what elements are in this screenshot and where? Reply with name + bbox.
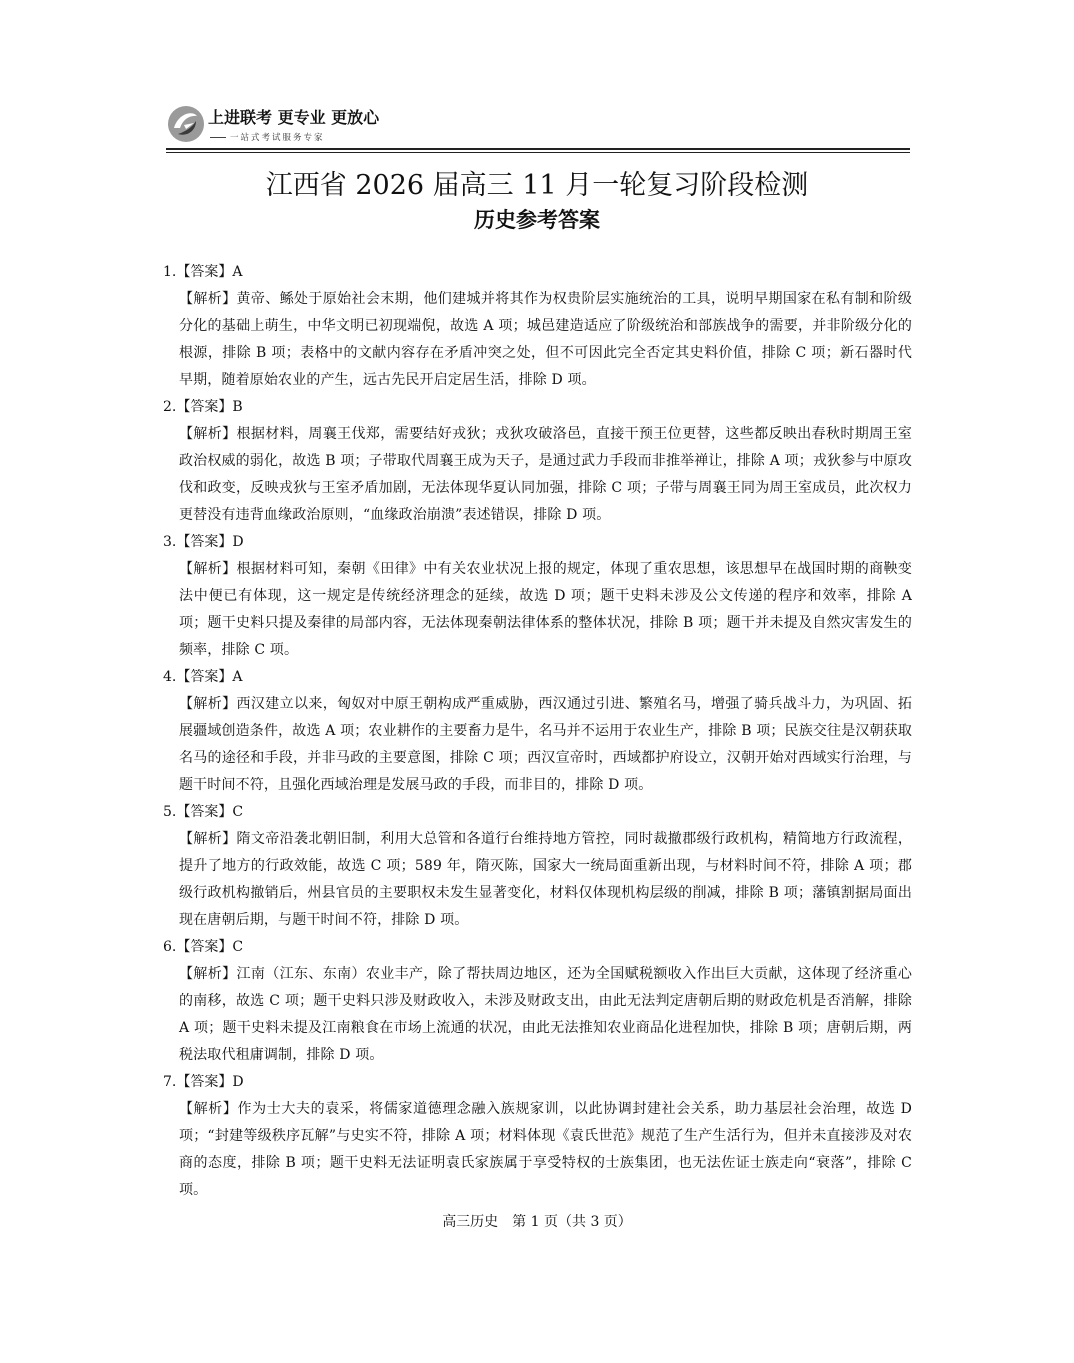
question-item — [162, 934, 912, 1069]
page-title: 江西省 2026 届高三 11 月一轮复习阶段检测 — [265, 170, 809, 201]
tagline-dash — [210, 137, 226, 138]
brand-tagline: 一站式考试服务专家 — [230, 133, 325, 143]
question-item — [162, 394, 912, 529]
page-subtitle: 历史参考答案 — [474, 208, 600, 232]
question-item — [162, 1069, 912, 1204]
header-rule-thick — [166, 148, 910, 150]
answer-line: 2.【答案】B — [163, 399, 243, 415]
answer-line: 1.【答案】A — [163, 264, 243, 280]
explanation-text: 【解析】作为士大夫的袁采，将儒家道德理念融入族规家训，以此协调封建社会关系，助力基层社会治理，故选 D 项；“封建等级秩序瓦解”与史实不符，排除 A 项；材料体现《袁氏世范》规范了生产生活行为，但并未直接涉及对农商的态度，排除 B 项；题干史料无法证明袁氏家族属于享受特权的士族集团，也无法佐证士族走向“衰落”，排除 C 项。 — [179, 1101, 912, 1198]
brand-logo-icon — [166, 104, 206, 144]
explanation-text: 【解析】江南（江东、东南）农业丰产，除了帮扶周边地区，还为全国赋税额收入作出巨大贡献，这体现了经济重心的南移，故选 C 项；题干史料只涉及财政收入，未涉及财政支出，由此无法判定唐朝后期的财政危机是否消解，排除 A 项；题干史料未提及江南粮食在市场上流通的状况，由此无法推知农业商品化进程加快，排除 B 项；唐朝后期，两税法取代租庸调制，排除 D 项。 — [179, 966, 912, 1063]
question-item — [162, 799, 912, 934]
answer-list — [162, 259, 912, 1204]
question-item — [162, 529, 912, 664]
explanation-text: 【解析】隋文帝沿袭北朝旧制，利用大总管和各道行台维持地方管控，同时裁撤郡级行政机构，精简地方行政流程，提升了地方的行政效能，故选 C 项；589 年，隋灭陈，国家大一统局面重新出现，与材料时间不符，排除 A 项；郡级行政机构撤销后，州县官员的主要职权未发生显著变化，材料仅体现机构层级的削减，排除 B 项；藩镇割据局面出现在唐朝后期，与题干时间不符，排除 D 项。 — [179, 831, 912, 928]
explanation-text: 【解析】根据材料可知，秦朝《田律》中有关农业状况上报的规定，体现了重农思想，该思想早在战国时期的商鞅变法中便已有体现，这一规定是传统经济理念的延续，故选 D 项；题干史料未涉及公文传递的程序和效率，排除 A 项；题干史料只提及秦律的局部内容，无法体现秦朝法律体系的整体状况，排除 B 项；题干并未提及自然灾害发生的频率，排除 C 项。 — [179, 561, 912, 658]
explanation-text: 【解析】黄帝、鲧处于原始社会末期，他们建城并将其作为权贵阶层实施统治的工具，说明早期国家在私有制和阶级分化的基础上萌生，中华文明已初现端倪，故选 A 项；城邑建造适应了阶级统治和部族战争的需要，并非阶级分化的根源，排除 B 项；表格中的文献内容存在矛盾冲突之处，但不可因此完全否定其史料价值，排除 C 项；新石器时代早期，随着原始农业的产生，远古先民开启定居生活，排除 D 项。 — [179, 291, 912, 388]
answer-line: 4.【答案】A — [163, 669, 243, 685]
answer-line: 3.【答案】D — [163, 534, 244, 550]
page-footer: 高三历史 第 1 页（共 3 页） — [442, 1214, 632, 1230]
answer-line: 7.【答案】D — [163, 1074, 244, 1090]
explanation-text: 【解析】西汉建立以来，匈奴对中原王朝构成严重威胁，西汉通过引进、繁殖名马，增强了骑兵战斗力，为巩固、拓展疆域创造条件，故选 A 项；农业耕作的主要畜力是牛，名马并不运用于农业生产，排除 B 项；民族交往是汉朝获取名马的途径和手段，并非马政的主要意图，排除 C 项；西汉宣帝时，西域都护府设立，汉朝开始对西域实行治理，与题干时间不符，且强化西域治理是发展马政的手段，而非目的，排除 D 项。 — [179, 696, 912, 793]
question-item — [162, 664, 912, 799]
header-rule-thin — [166, 152, 910, 153]
explanation-text: 【解析】根据材料，周襄王伐郑，需要结好戎狄；戎狄攻破洛邑，直接干预王位更替，这些都反映出春秋时期周王室政治权威的弱化，故选 B 项；子带取代周襄王成为天子，是通过武力手段而非推举禅让，排除 A 项；戎狄参与中原攻伐和政变，反映戎狄与王室矛盾加剧，无法体现华夏认同加强，排除 C 项；子带与周襄王同为周王室成员，此次权力更替没有违背血缘政治原则，“血缘政治崩溃”表述错误，排除 D 项。 — [179, 426, 912, 523]
brand-slogan: 上进联考 更专业 更放心 — [208, 108, 380, 127]
question-item — [162, 259, 912, 394]
answer-line: 5.【答案】C — [163, 804, 244, 820]
answer-line: 6.【答案】C — [163, 939, 244, 955]
brand-header — [166, 101, 910, 151]
